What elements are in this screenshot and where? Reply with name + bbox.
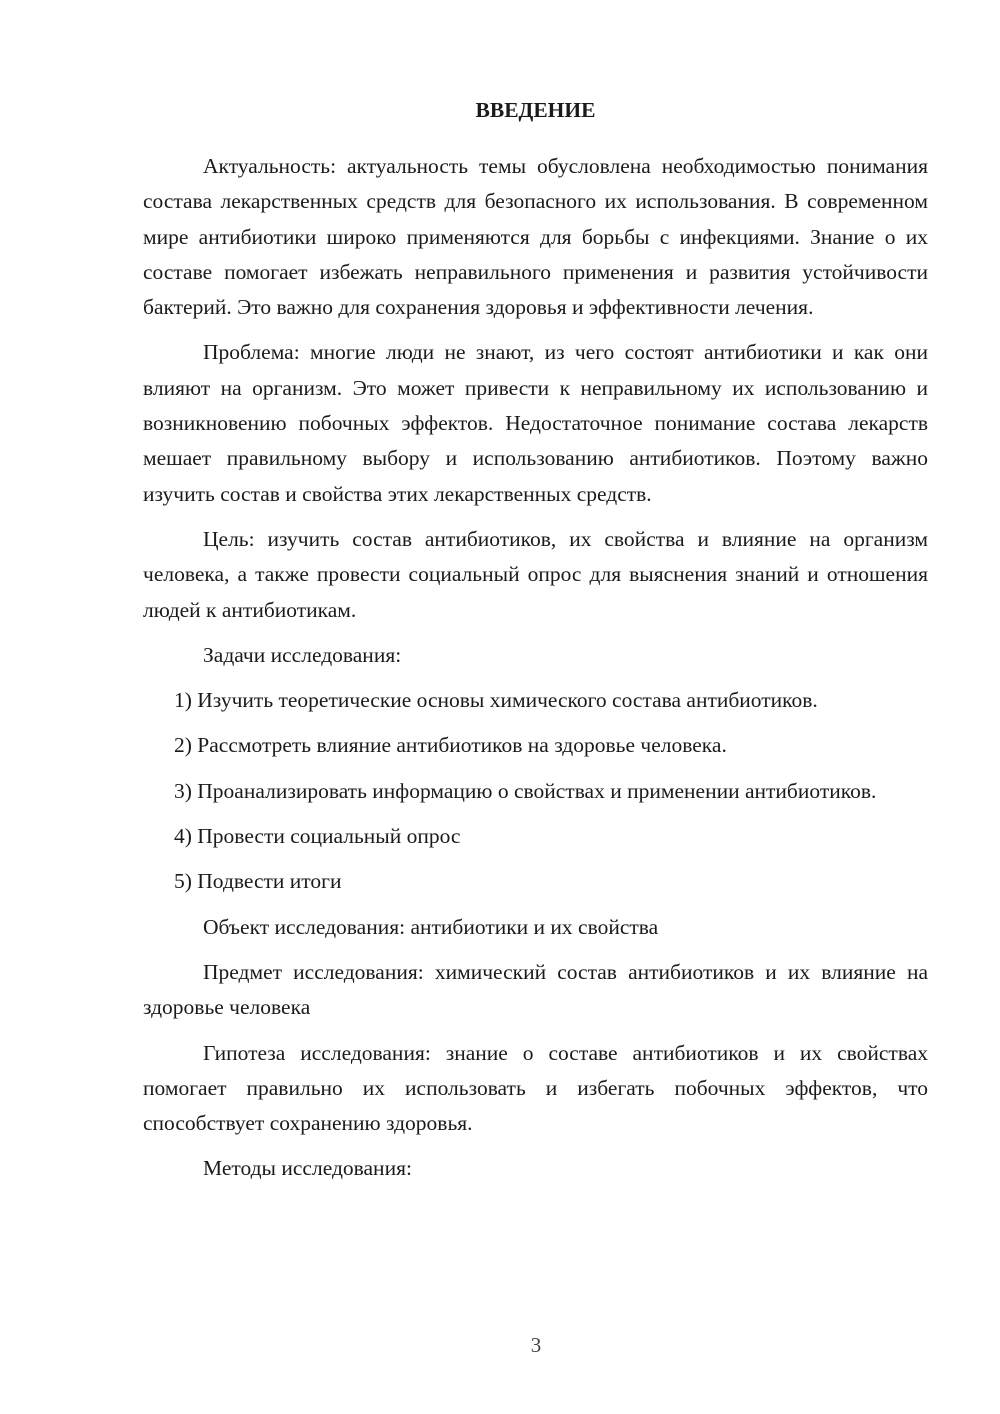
hypothesis-paragraph: Гипотеза исследования: знание о составе антибиотиков и их свойствах помогает правильно их использовать и избегать побочных эффектов, что способствует сохранению здоровья.: [143, 1040, 928, 1136]
task-item-3: 3) Проанализировать информацию о свойствах и применении антибиотиков.: [174, 778, 877, 803]
task-item-4: 4) Провести социальный опрос: [174, 824, 461, 849]
problem-paragraph: Проблема: многие люди не знают, из чего состоят антибиотики и как они влияют на организм. Это может привести к неправильному их использованию и возникновению побочных эффектов. Недостаточное понимание состава лекарств мешает правильному выбору и использованию антибиотиков. Поэтому важно изучить состав и свойства этих лекарственных средств.: [143, 340, 928, 506]
tasks-heading: Задачи исследования:: [203, 642, 402, 667]
page-number: 3: [530, 1333, 542, 1357]
page-title: ВВЕДЕНИЕ: [475, 98, 596, 122]
object-paragraph: Объект исследования: антибиотики и их свойства: [203, 914, 659, 939]
goal-paragraph: Цель: изучить состав антибиотиков, их свойства и влияние на организм человека, а также провести социальный опрос для выяснения знаний и отношения людей к антибиотикам.: [143, 526, 928, 622]
task-item-5: 5) Подвести итоги: [174, 869, 342, 894]
task-item-2: 2) Рассмотреть влияние антибиотиков на здоровье человека.: [174, 733, 727, 758]
task-item-1: 1) Изучить теоретические основы химического состава антибиотиков.: [174, 688, 818, 713]
document-page: [143, 92, 928, 1197]
relevance-paragraph: Актуальность: актуальность темы обусловлена необходимостью понимания состава лекарственных средств для безопасного их использования. В современном мире антибиотики широко применяются для борьбы с инфекциями. Знание о их составе помогает избежать неправильного применения и развития устойчивости бактерий. Это важно для сохранения здоровья и эффективности лечения.: [143, 154, 928, 320]
subject-paragraph: Предмет исследования: химический состав антибиотиков и их влияние на здоровье человека: [143, 959, 928, 1020]
methods-heading: Методы исследования:: [203, 1156, 412, 1181]
